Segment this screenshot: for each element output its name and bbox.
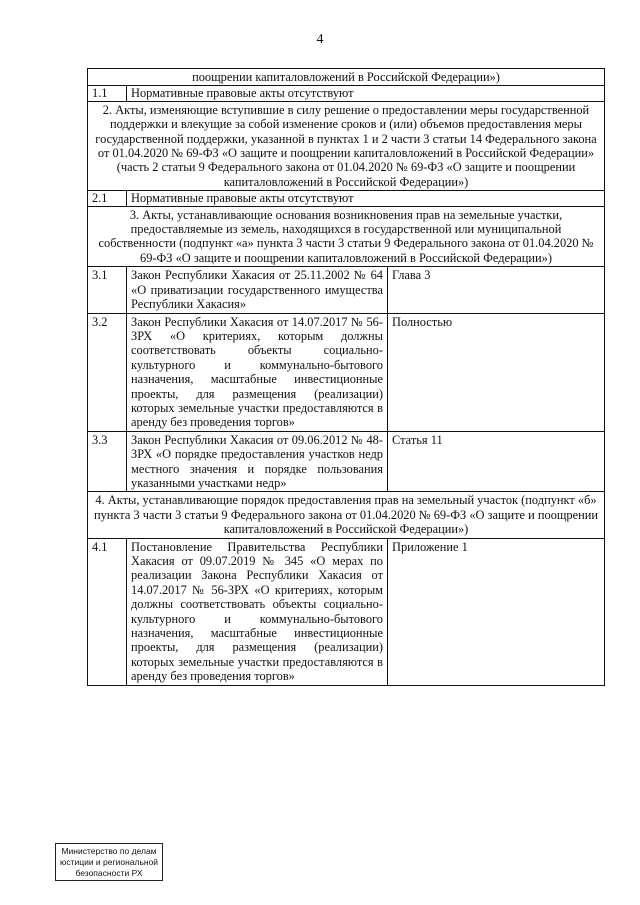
row-number: 1.1 (88, 86, 127, 101)
section-3-heading: 3. Акты, устанавливающие основания возникновения прав на земельные участки, предоставляемые из земель, находящихся в государственной или муниципальной собственности (подпункт «а» пункта 3 части 3 статьи 9 Федерального закона от 01.04.2020 № 69-ФЗ «О защите и поощрении капиталовложений в Российской Федерации») (88, 206, 605, 267)
table-row (88, 313, 605, 431)
act-title: Закон Республики Хакасия от 09.06.2012 № 48-ЗРХ «О порядке предоставления участков недр местного значения и порядке пользования указанными участками недр» (127, 431, 388, 492)
section-4-heading: 4. Акты, устанавливающие порядок предоставления прав на земельный участок (подпункт «б» пункта 3 части 3 статьи 9 Федерального закона от 01.04.2020 № 69-ФЗ «О защите и поощрении капиталовложений в Российской Федерации») (88, 492, 605, 538)
page-number: 4 (316, 32, 324, 47)
section-2-reference: (часть 2 статьи 9 Федерального закона от 01.04.2020 № 69-ФЗ «О защите и поощрении капиталовложений в Российской Федерации») (116, 160, 576, 189)
row-number: 3.2 (88, 313, 127, 431)
section-2-heading (88, 101, 605, 190)
row-number: 3.3 (88, 431, 127, 492)
table-row (88, 101, 605, 190)
act-part: Полностью (388, 313, 605, 431)
row-number: 4.1 (88, 538, 127, 685)
act-part: Статья 11 (388, 431, 605, 492)
act-part: Приложение 1 (388, 538, 605, 685)
section-2-text: 2. Акты, изменяющие вступившие в силу решение о предоставлении меры государственной поддержки и влекущие за собой изменение сроков и (или) объемов предоставления меры государственной поддержки, указанной в пунктах 1 и 2 части 3 статьи 14 Федерального закона от 01.04.2020 № 69-ФЗ «О защите и поощрении капиталовложений в Российской Федерации» (95, 102, 597, 161)
stamp-line: юстиции и региональной (59, 857, 159, 867)
row-text: Нормативные правовые акты отсутствуют (127, 191, 605, 206)
acts-table (87, 68, 605, 686)
table-row (88, 538, 605, 685)
stamp-line: безопасности РХ (75, 868, 143, 878)
table-row (88, 492, 605, 538)
table-row (88, 191, 605, 206)
act-title: Постановление Правительства Республики Хакасия от 09.07.2019 № 345 «О мерах по реализации Закона Республики Хакасия от 14.07.2017 № 56-ЗРХ «О критериях, которым должны соответствовать объекты социально-культурного и коммунально-бытового назначения, масштабные инвестиционные проекты, для размещения (реализации) которых земельные участки предоставляются в аренду без проведения торгов» (127, 538, 388, 685)
row-text: Нормативные правовые акты отсутствуют (127, 86, 605, 101)
table-row (88, 206, 605, 267)
table-row (88, 86, 605, 101)
act-title: Закон Республики Хакасия от 25.11.2002 № 64 «О приватизации государственного имущества Республики Хакасия» (127, 267, 388, 313)
table-row (88, 267, 605, 313)
act-part: Глава 3 (388, 267, 605, 313)
ministry-stamp (55, 843, 163, 881)
row-number: 3.1 (88, 267, 127, 313)
act-title: Закон Республики Хакасия от 14.07.2017 № 56-ЗРХ «О критериях, которым должны соответствовать объекты социально-культурного и коммунально-бытового назначения, масштабные инвестиционные проекты, для размещения (реализации) которых земельные участки предоставляются в аренду без проведения торгов» (127, 313, 388, 431)
table-row (88, 431, 605, 492)
stamp-line: Министерство по делам (61, 846, 157, 856)
row-number: 2.1 (88, 191, 127, 206)
table-row (88, 69, 605, 86)
section-1-continuation: поощрении капиталовложений в Российской Федерации») (88, 69, 605, 86)
